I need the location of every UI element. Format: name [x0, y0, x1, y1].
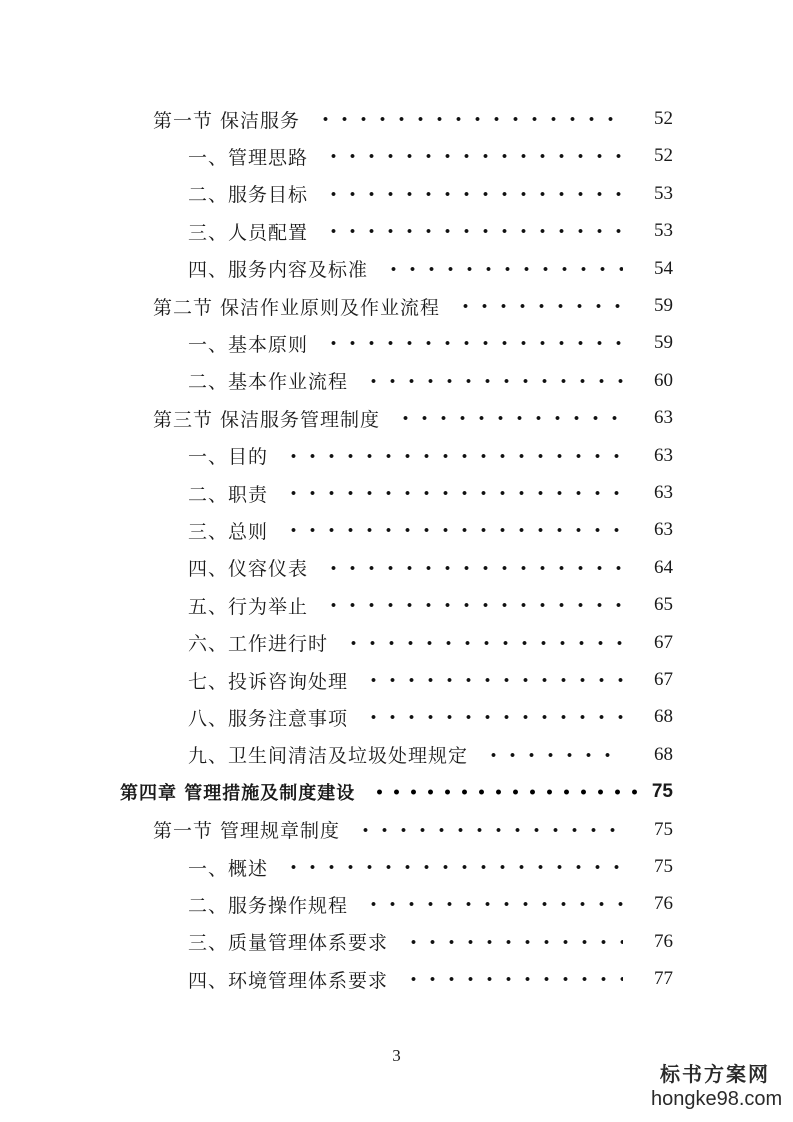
- toc-leader-dots: [364, 714, 623, 720]
- toc-entry-label: 八、服务注意事项: [188, 707, 349, 730]
- toc-entry-label: 二、服务目标: [188, 184, 309, 207]
- toc-entry-label: 一、概述: [188, 857, 269, 880]
- toc-entry-label: 三、人员配置: [188, 221, 309, 244]
- toc-leader-dots: [364, 677, 623, 683]
- toc-leader-dots: [356, 827, 623, 833]
- toc-leader-dots: [316, 116, 623, 122]
- watermark-title: 标书方案网: [660, 1062, 770, 1086]
- toc-entry-label: 二、职责: [188, 483, 269, 506]
- toc-entry-label: 四、仪容仪表: [188, 558, 309, 581]
- toc-leader-dots: [324, 602, 623, 608]
- toc-entry-page: 77: [654, 968, 673, 990]
- toc-leader-dots: [344, 640, 623, 646]
- toc-entry-label: 第一节 保洁服务: [153, 109, 301, 132]
- toc-leader-dots: [284, 527, 623, 533]
- toc-entry-section[interactable]: [153, 291, 673, 321]
- toc-entry-item[interactable]: [188, 179, 673, 209]
- toc-leader-dots: [324, 565, 623, 571]
- toc-entry-item[interactable]: [188, 889, 673, 919]
- toc-entry-label: 第二节 保洁作业原则及作业流程: [153, 296, 441, 319]
- toc-entry-label: 六、工作进行时: [188, 633, 329, 656]
- toc-entry-page: 53: [654, 220, 673, 242]
- toc-leader-dots: [324, 340, 623, 346]
- toc-entry-item[interactable]: [188, 665, 673, 695]
- watermark: [651, 1062, 783, 1112]
- toc-entry-label: 一、目的: [188, 446, 269, 469]
- toc-entry-item[interactable]: [188, 216, 673, 246]
- toc-entry-page: 67: [654, 631, 673, 653]
- toc-entry-label: 五、行为举止: [188, 595, 309, 618]
- toc-entry-page: 64: [654, 556, 673, 578]
- toc-entry-page: 53: [654, 182, 673, 204]
- toc-entry-label: 四、服务内容及标准: [188, 259, 369, 282]
- toc-leader-dots: [384, 266, 623, 272]
- toc-entry-item[interactable]: [188, 515, 673, 545]
- toc-entry-section[interactable]: [153, 403, 673, 433]
- toc-entry-page: 52: [654, 145, 673, 167]
- toc-entry-item[interactable]: [188, 702, 673, 732]
- toc-entry-item[interactable]: [188, 628, 673, 658]
- toc-entry-item[interactable]: [188, 740, 673, 770]
- toc-entry-page: 54: [654, 257, 673, 279]
- toc-entry-label: 七、投诉咨询处理: [188, 670, 349, 693]
- toc-entry-page: 63: [654, 444, 673, 466]
- toc-entry-chapter[interactable]: [120, 777, 673, 807]
- toc-entry-label: 二、服务操作规程: [188, 894, 349, 917]
- toc-entry-label: 三、总则: [188, 520, 269, 543]
- toc-entry-page: 68: [654, 743, 673, 765]
- toc-entry-item[interactable]: [188, 927, 673, 957]
- toc-entry-label: 一、管理思路: [188, 146, 309, 169]
- toc-entry-page: 76: [654, 893, 673, 915]
- toc-entry-section[interactable]: [153, 104, 673, 134]
- toc-entry-label: 第一节 管理规章制度: [153, 820, 341, 843]
- toc-leader-dots: [364, 901, 623, 907]
- toc-entry-page: 67: [654, 669, 673, 690]
- toc-leader-dots: [324, 191, 623, 197]
- toc-entry-item[interactable]: [188, 441, 673, 471]
- toc-entry-page: 75: [651, 781, 673, 803]
- toc-leader-dots: [456, 303, 623, 309]
- toc-entry-label: 二、基本作业流程: [188, 371, 349, 394]
- toc-entry-label: 九、卫生间清洁及垃圾处理规定: [188, 745, 469, 768]
- toc-entry-page: 76: [654, 930, 673, 952]
- toc-leader-dots: [404, 976, 623, 982]
- watermark-url: hongke98.com: [651, 1088, 783, 1110]
- toc-leader-dots: [324, 153, 623, 159]
- toc-entry-page: 63: [654, 482, 673, 503]
- toc-entry-item[interactable]: [188, 590, 673, 620]
- toc-entry-page: 75: [654, 856, 673, 877]
- toc-leader-dots: [484, 752, 623, 758]
- toc-entry-page: 59: [654, 295, 673, 316]
- toc-entry-label: 第三节 保洁服务管理制度: [153, 408, 381, 431]
- toc-entry-label: 四、环境管理体系要求: [188, 969, 389, 992]
- page-number: 3: [392, 1046, 401, 1065]
- toc-leader-dots: [371, 789, 645, 795]
- toc-entry-item[interactable]: [188, 328, 673, 358]
- toc-leader-dots: [284, 490, 623, 496]
- toc-entry-page: 63: [654, 519, 673, 541]
- toc-leader-dots: [364, 378, 623, 384]
- toc-entry-item[interactable]: [188, 478, 673, 508]
- toc-entry-item[interactable]: [188, 366, 673, 396]
- toc-entry-label: 第四章 管理措施及制度建设: [120, 783, 356, 805]
- toc-entry-page: 52: [654, 108, 673, 129]
- toc-entry-page: 63: [654, 407, 673, 429]
- toc-entry-page: 59: [654, 332, 673, 354]
- toc-entry-item[interactable]: [188, 254, 673, 284]
- toc-entry-page: 75: [654, 818, 673, 840]
- toc-entry-item[interactable]: [188, 852, 673, 882]
- toc-entry-page: 65: [654, 594, 673, 616]
- toc-leader-dots: [396, 415, 623, 421]
- toc-entry-item[interactable]: [188, 964, 673, 994]
- toc-leader-dots: [324, 228, 623, 234]
- toc-leader-dots: [284, 453, 623, 459]
- toc-entry-item[interactable]: [188, 141, 673, 171]
- toc-leader-dots: [404, 939, 623, 945]
- toc-entry-label: 一、基本原则: [188, 333, 309, 356]
- toc-entry-page: 60: [654, 369, 673, 391]
- toc-entry-section[interactable]: [153, 815, 673, 845]
- toc-entry-page: 68: [654, 706, 673, 728]
- toc-leader-dots: [284, 864, 623, 870]
- toc-entry-item[interactable]: [188, 553, 673, 583]
- toc-entry-label: 三、质量管理体系要求: [188, 932, 389, 955]
